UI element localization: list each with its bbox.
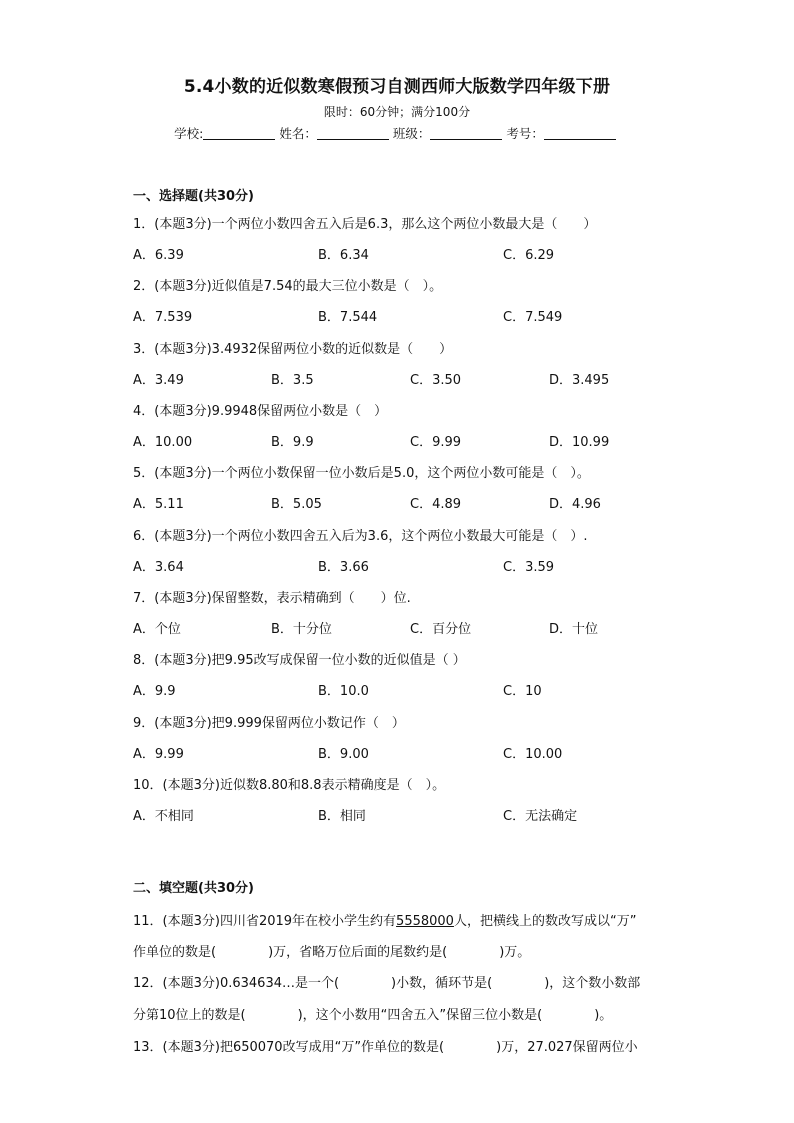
option-c: C．6.29 — [503, 248, 555, 263]
option-d: D．十位 — [549, 622, 599, 637]
option-c: C．3.50 — [410, 373, 462, 388]
page-title: 5.4小数的近似数寒假预习自测西师大版数学四年级下册 — [183, 77, 611, 97]
section-title-choice: 一、选择题(共30分) — [133, 189, 254, 204]
option-b: B．3.66 — [318, 560, 369, 575]
exam-no-label: 考号： — [506, 126, 544, 141]
time-limit-info: 限时：60分钟；满分100分 — [323, 105, 471, 119]
section-title-fill: 二、填空题(共30分) — [133, 881, 254, 896]
option-c: C．10 — [503, 684, 542, 699]
option-d: D．4.96 — [549, 497, 601, 512]
student-info-line — [0, 124, 794, 142]
class-blank[interactable] — [430, 127, 502, 140]
option-b: B．7.544 — [318, 310, 378, 325]
option-a: A．9.99 — [133, 747, 184, 762]
option-c: C．7.549 — [503, 310, 563, 325]
option-c: C．无法确定 — [503, 809, 578, 824]
question-text: 8．(本题3分)把9.95改写成保留一位小数的近似值是（ ） — [133, 653, 466, 668]
option-b: B．相同 — [318, 809, 366, 824]
exam-no-blank[interactable] — [544, 127, 616, 140]
option-a: A．9.9 — [133, 684, 176, 699]
option-a: A．10.00 — [133, 435, 193, 450]
question-text: 7．(本题3分)保留整数，表示精确到（ ）位. — [133, 591, 411, 606]
option-c: C．百分位 — [410, 622, 472, 637]
option-b: B．3.5 — [271, 373, 314, 388]
question-text-line: 13．(本题3分)把650070改写成用“万”作单位的数是( )万，27.027保留两位小 — [133, 1040, 638, 1055]
question-text: 2．(本题3分)近似值是7.54的最大三位小数是（ ）。 — [133, 279, 443, 294]
option-b: B．十分位 — [271, 622, 332, 637]
option-d: D．10.99 — [549, 435, 610, 450]
option-a: A．7.539 — [133, 310, 193, 325]
question-text: 1．(本题3分)一个两位小数四舍五入后是6.3，那么这个两位小数最大是（ ） — [133, 217, 597, 232]
question-text: 4．(本题3分)9.9948保留两位小数是（ ） — [133, 404, 388, 419]
option-c: C．10.00 — [503, 747, 563, 762]
option-a: A．不相同 — [133, 809, 194, 824]
option-b: B．9.00 — [318, 747, 369, 762]
underlined-number: 5558000 — [396, 914, 454, 929]
option-b: B．10.0 — [318, 684, 369, 699]
question-text: 9．(本题3分)把9.999保留两位小数记作（ ） — [133, 716, 405, 731]
option-c: C．9.99 — [410, 435, 462, 450]
name-label: 姓名： — [279, 126, 317, 141]
school-label: 学校: — [174, 126, 204, 141]
option-a: A．3.64 — [133, 560, 184, 575]
option-b: B．9.9 — [271, 435, 314, 450]
question-text-line: 分第10位上的数是( )，这个小数用“四舍五入”保留三位小数是( )。 — [133, 1008, 613, 1023]
q11-part2: 人，把横线上的数改写成以“万” — [453, 914, 637, 929]
question-text-line — [133, 910, 636, 929]
option-b: B．6.34 — [318, 248, 369, 263]
question-text: 5．(本题3分)一个两位小数保留一位小数后是5.0，这个两位小数可能是（ ）。 — [133, 466, 590, 481]
school-blank[interactable] — [203, 127, 275, 140]
q11-part1: 11．(本题3分)四川省2019年在校小学生约有 — [133, 914, 397, 929]
option-a: A．个位 — [133, 622, 181, 637]
option-a: A．6.39 — [133, 248, 184, 263]
name-blank[interactable] — [317, 127, 389, 140]
option-a: A．5.11 — [133, 497, 184, 512]
option-c: C．3.59 — [503, 560, 555, 575]
question-text: 6．(本题3分)一个两位小数四舍五入后为3.6，这个两位小数最大可能是（ ）. — [133, 529, 588, 544]
question-text-line: 12．(本题3分)0.634634…是一个( )小数，循环节是( )，这个数小数部 — [133, 976, 641, 991]
option-c: C．4.89 — [410, 497, 462, 512]
option-d: D．3.495 — [549, 373, 610, 388]
question-text-line: 作单位的数是( )万，省略万位后面的尾数约是( )万。 — [133, 945, 531, 960]
question-text: 3．(本题3分)3.4932保留两位小数的近似数是（ ） — [133, 342, 453, 357]
question-text: 10．(本题3分)近似数8.80和8.8表示精确度是（ ）。 — [133, 778, 446, 793]
option-a: A．3.49 — [133, 373, 184, 388]
class-label: 班级： — [392, 126, 431, 141]
option-b: B．5.05 — [271, 497, 322, 512]
